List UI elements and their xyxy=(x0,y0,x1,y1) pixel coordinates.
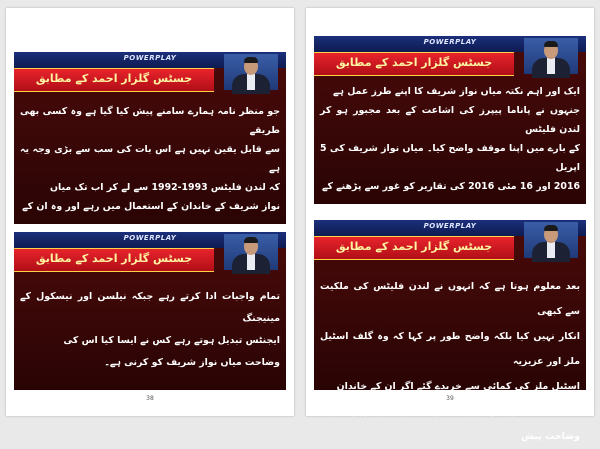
text-line: وضاحت میاں نواز شریف کو کرنی ہے۔ xyxy=(104,357,280,368)
text-line: ایک اور اہم نکتہ میاں نواز شریف کا اپنے طرز عمل ہے xyxy=(332,86,580,97)
news-slide xyxy=(14,52,286,224)
headline-text: جسٹس گلزار احمد کے مطابق xyxy=(35,252,193,265)
headline-text: جسٹس گلزار احمد کے مطابق xyxy=(335,56,493,69)
channel-logo: POWERPLAY xyxy=(423,38,477,46)
text-line: انکار نہیں کیا بلکہ واضح طور پر کہا کہ وہ گلف اسٹیل ملز اور عزیزیہ xyxy=(320,331,580,367)
text-line: تمام واجبات ادا کرتے رہے جبکہ نیلسن اور نیسکول کے مینیجنگ xyxy=(20,291,280,324)
text-line: نواز شریف کے خاندان کے استعمال میں رہے اور وہ ان کے xyxy=(22,201,280,212)
text-line: کا لندن فلیٹس سے کوئی تعلق نہ ہوتا تو انہیں کوئی وضاحت پیش xyxy=(320,406,580,442)
news-slide xyxy=(314,36,586,204)
page-number: 39 xyxy=(446,395,454,402)
headline-text: جسٹس گلزار احمد کے مطابق xyxy=(335,240,493,253)
text-line: بعد معلوم ہوتا ہے کہ انہوں نے لندن فلیٹس کی ملکیت سے کبھی xyxy=(320,281,580,317)
headline-banner xyxy=(14,248,214,272)
slide-text xyxy=(320,82,580,196)
text-line: ایجنٹس تبدیل ہوتے رہے کس نے ایسا کیا اس کی xyxy=(63,335,280,346)
channel-logo: POWERPLAY xyxy=(123,234,177,242)
text-line: کے بارے میں اپنا موقف واضح کیا۔ میاں نواز شریف کی 5 اپریل xyxy=(320,143,580,173)
slide-text xyxy=(320,274,580,449)
book-page-left xyxy=(6,8,294,416)
channel-logo: POWERPLAY xyxy=(123,54,177,62)
headline-banner xyxy=(14,68,214,92)
portrait-photo xyxy=(224,54,278,90)
page-number: 38 xyxy=(146,395,154,402)
text-line: جنہوں نے پاناما پیپرز کی اشاعت کے بعد مجبور ہو کر لندن فلیٹس xyxy=(320,105,580,135)
headline-banner xyxy=(314,236,514,260)
headline-banner xyxy=(314,52,514,76)
text-line: اسٹیل ملز کی کمائی سے خریدے گئے اگر ان کے خاندان xyxy=(336,381,580,392)
channel-logo: POWERPLAY xyxy=(423,222,477,230)
text-line: کہ لندن فلیٹس 1993-1992 سے لے کر اب تک میاں xyxy=(50,182,280,193)
text-line: سے قابل یقین نہیں ہے اس بات کی سب سے بڑی وجہ یہ ہے xyxy=(20,144,280,174)
portrait-photo xyxy=(224,234,278,270)
slide-text xyxy=(20,102,280,216)
slide-text xyxy=(20,286,280,374)
text-line: 2016 اور 16 مئی 2016 کی تقاریر کو غور سے پڑھنے کے xyxy=(321,181,580,192)
book-page-right xyxy=(306,8,594,442)
headline-text: جسٹس گلزار احمد کے مطابق xyxy=(35,72,193,85)
text-line: جو منظر نامہ ہمارے سامنے پیش کیا گیا ہے وہ کسی بھی طریقے xyxy=(20,106,280,136)
news-slide xyxy=(14,232,286,390)
portrait-photo xyxy=(524,38,578,74)
portrait-photo xyxy=(524,222,578,258)
